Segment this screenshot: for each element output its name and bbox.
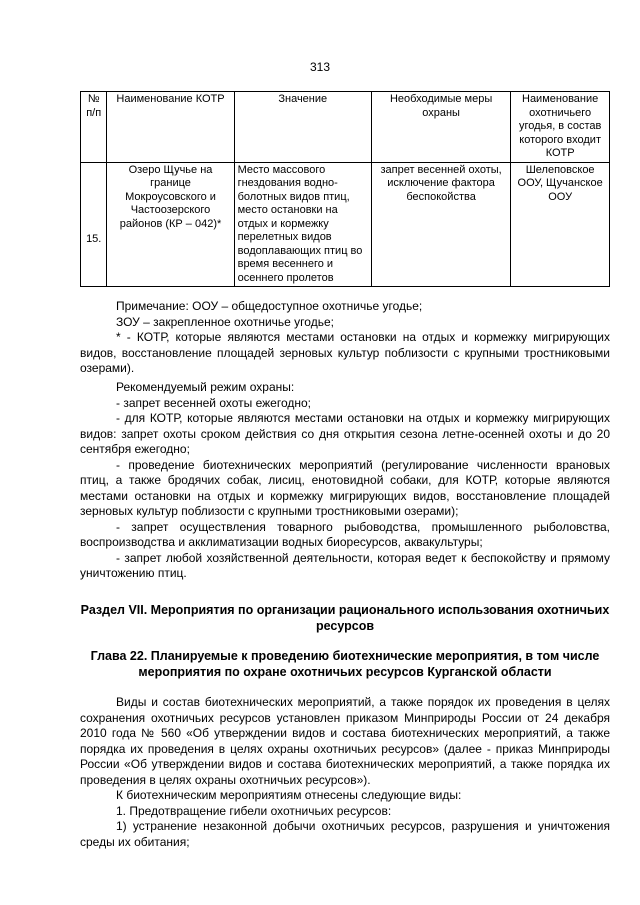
note-line-2: ЗОУ – закрепленное охотничье угодье;	[116, 314, 334, 329]
regime-item-4: - запрет осуществления товарного рыбоводства, промышленного рыболовства, воспроизводства и акклиматизации водных биоресурсов, аквакультуры;	[80, 519, 610, 549]
kotr-table	[80, 91, 610, 287]
header-measures: Необходимые меры охраны	[371, 92, 510, 163]
header-name: Наименование КОТР	[107, 92, 234, 163]
regime-block	[80, 380, 610, 582]
regime-item-3: - проведение биотехнических мероприятий (регулирование численности врановых птиц, а также бродячих собак, лисиц, енотовидной собаки, для КОТР, которые являются местами остановки на отдых и кормежку мигрирующих видов, восстановление площадей зерновых культур поблизости с крупными тростниковыми озерами);	[80, 457, 610, 518]
regime-title: Рекомендуемый режим охраны:	[116, 380, 295, 394]
row-area: Шелеповское ООУ, Щучанское ООУ	[511, 162, 610, 287]
note-line-3: * - КОТР, которые являются местами остановки на отдых и кормежку мигрирующих видов, восстановление площадей зерновых культур поблизости с крупными тростниковыми озерами).	[80, 330, 610, 375]
table-header-row	[81, 92, 610, 163]
body-paragraph-4: 1) устранение незаконной добычи охотничьих ресурсов, разрушения и уничтожения среды их обитания;	[80, 819, 610, 849]
regime-item-1: - запрет весенней охоты ежегодно;	[116, 395, 312, 410]
header-num: № п/п	[81, 92, 107, 163]
body-paragraph-1: Виды и состав биотехнических мероприятий, а также порядок их проведения в целях сохранения охотничьих ресурсов установлен приказом Минприроды России от 24 декабря 2010 года № 560 «Об утверждении видов и состава биотехнических мероприятий, а также порядка их проведения в целях охраны охотничьих ресурсов» (далее - приказ Минприроды России «Об утверждении видов и состава биотехнических мероприятий, а также порядка их проведения в целях охраны охотничьих ресурсов»).	[80, 695, 610, 787]
header-value: Значение	[234, 92, 371, 163]
page-number: 313	[309, 60, 331, 74]
section-title: Раздел VII. Мероприятия по организации рационального использования охотничьих ресурсов	[80, 603, 610, 633]
chapter-title: Глава 22. Планируемые к проведению биотехнические мероприятия, в том числе мероприятия по охране охотничьих ресурсов Курганской области	[90, 649, 600, 679]
note-block	[80, 299, 610, 377]
table-row	[81, 162, 610, 287]
body-paragraph-3: 1. Предотвращение гибели охотничьих ресурсов:	[116, 803, 392, 818]
row-measures: запрет весенней охоты, исключение фактора беспокойства	[371, 162, 510, 287]
body-block	[80, 695, 610, 850]
header-area: Наименование охотничьего угодья, в состав которого входит КОТР	[511, 92, 610, 163]
row-num: 15.	[81, 162, 107, 287]
regime-item-2: - для КОТР, которые являются местами остановки на отдых и кормежку мигрирующих видов: запрет охоты сроком действия со дня открытия сезона летне-осенней охоты и до 20 сентября ежегодно;	[80, 411, 610, 456]
row-value: Место массового гнездования водно-болотных видов птиц, место остановки на отдых и кормежку перелетных видов водоплавающих птиц во время весеннего и осеннего пролетов	[234, 162, 371, 287]
note-line-1: Примечание: ООУ – общедоступное охотничье угодье;	[116, 299, 423, 313]
regime-item-5: - запрет любой хозяйственной деятельности, которая ведет к беспокойству и прямому уничтожению птиц.	[80, 550, 610, 580]
body-paragraph-2: К биотехническим мероприятиям отнесены следующие виды:	[116, 788, 462, 802]
row-name: Озеро Щучье на границе Мокроусовского и Частоозерского районов (КР – 042)*	[107, 162, 234, 287]
